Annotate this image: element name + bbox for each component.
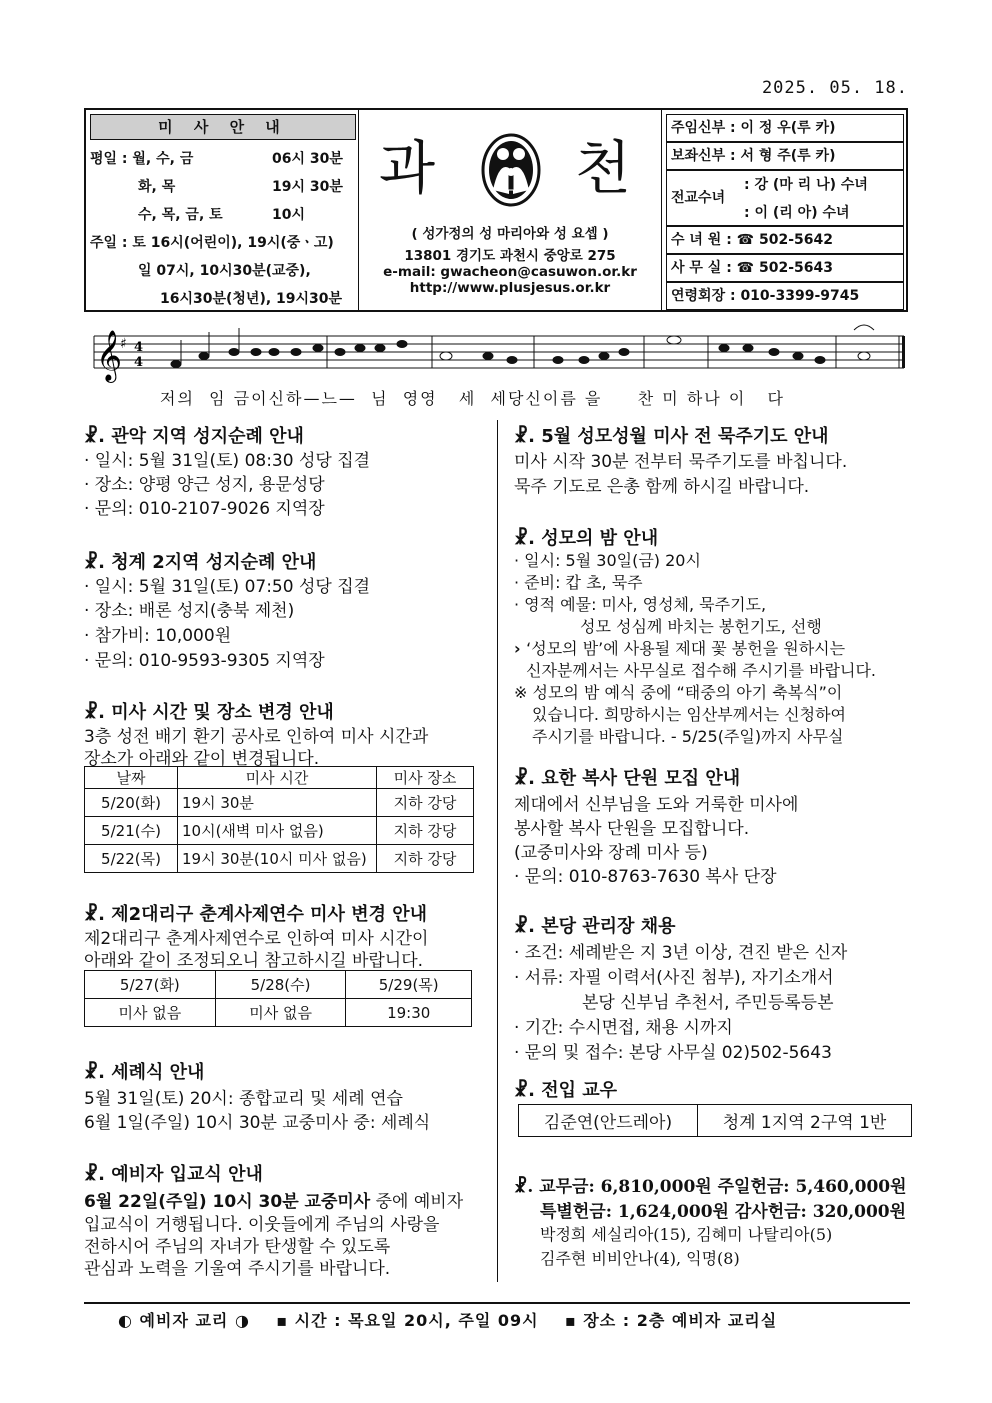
table-cell: 10시(새벽 미사 없음) (178, 817, 377, 845)
parish-email[interactable]: e-mail: gwacheon@casuwon.or.kr (383, 264, 637, 280)
bulletin-date: 2025. 05. 18. (761, 78, 908, 98)
staff-row: 주임신부 : 이 정 우(루 카) (666, 114, 904, 142)
chi-rho-icon: ☧ (514, 1080, 529, 1101)
section-title-mary-night: ☧. 성모의 밤 안내 (514, 528, 659, 549)
table-cell: 19시 30분 (178, 789, 377, 817)
mass-row: 수, 목, 금, 토 (138, 207, 223, 223)
svg-text:𝄞: 𝄞 (96, 330, 123, 381)
section-title-rosary: ☧. 5월 성모성월 미사 전 묵주기도 안내 (514, 426, 829, 447)
mass-schedule (86, 110, 358, 310)
finance-line: 특별헌금: 1,624,000원 감사헌금: 320,000원 (540, 1202, 907, 1222)
staff-row: 수 녀 원 : ☎ 502-5642 (666, 226, 904, 254)
list-item: · 영적 예물: 미사, 영성체, 묵주기도, (514, 595, 767, 614)
table-cell: 5/21(수) (85, 817, 178, 845)
paragraph-line: 관심과 노력을 기울여 주시기를 바랍니다. (84, 1259, 391, 1279)
list-item: 성모 성심께 바치는 봉헌기도, 선행 (580, 617, 822, 636)
list-item: · 일시: 5월 31일(토) 07:50 성당 집결 (84, 577, 371, 597)
footer-place: ▪ 장소 : 2층 예비자 교리실 (564, 1311, 778, 1330)
table-header: 날짜 (85, 767, 178, 789)
table-header: 5/28(수) (215, 971, 346, 999)
chi-rho-icon: ☧ (84, 702, 99, 723)
section-title-new-parishioner: ☧. 전입 교우 (514, 1080, 618, 1101)
section-title-baptism: ☧. 세례식 안내 (84, 1062, 205, 1083)
training-table (84, 970, 472, 1027)
list-item: 주시기를 바랍니다. - 5/25(주일)까지 사무실 (532, 727, 844, 746)
table-cell: 5/20(화) (85, 789, 178, 817)
parish-name-left: 과 (379, 134, 436, 202)
svg-text:♯: ♯ (120, 336, 127, 352)
table-header: 미사 장소 (377, 767, 474, 789)
list-item: 신자분께서는 사무실로 접수해 주시기를 바랍니다. (526, 661, 877, 680)
section-title-pilgrimage-cheonggye: ☧. 청계 2지역 성지순례 안내 (84, 552, 317, 573)
table-cell: 김준연(안드레아) (519, 1105, 698, 1137)
table-header: 5/27(화) (85, 971, 216, 999)
parish-url[interactable]: http://www.plusjesus.or.kr (409, 280, 611, 296)
list-item: · 일시: 5월 31일(토) 08:30 성당 집결 (84, 451, 371, 471)
list-item: · 일시: 5월 30일(금) 20시 (514, 551, 701, 570)
chi-rho-icon: ☧ (84, 426, 99, 447)
paragraph-line: 묵주 기도로 은총 함께 하시길 바랍니다. (514, 477, 810, 497)
paragraph-line: 전하시어 주님의 자녀가 탄생할 수 있도록 (84, 1237, 391, 1257)
table-header: 5/29(목) (346, 971, 472, 999)
list-item: · 장소: 배론 성지(충북 제천) (84, 601, 295, 621)
svg-text:4: 4 (134, 355, 144, 370)
staff-row: 연령회장 : 010-3399-9745 (666, 282, 904, 310)
parish-name-right: 천 (575, 134, 632, 202)
finance-line: ☧. 교무금: 6,810,000원 주일헌금: 5,460,000원 (514, 1177, 907, 1197)
paragraph-line: 5월 31일(토) 20시: 종합교리 및 세례 연습 (84, 1089, 403, 1109)
mass-row: 평일 : 월, 수, 금 (90, 151, 194, 167)
paragraph-line: 제2대리구 춘계사제연수로 인하여 미사 시간이 (84, 929, 429, 949)
footer-time: ▪ 시간 : 목요일 20시, 주일 09시 (276, 1311, 539, 1330)
paragraph-line: 6월 1일(주일) 10시 30분 교중미사 중: 세례식 (84, 1113, 431, 1133)
section-title-altar-server: ☧. 요한 복사 단원 모집 안내 (514, 768, 741, 789)
mass-change-table (84, 766, 474, 873)
parish-address: 13801 경기도 과천시 중앙로 275 (404, 248, 616, 264)
chi-rho-icon: ☧ (84, 1164, 99, 1185)
list-item: ※ 성모의 밤 예식 중에 “태중의 아기 축복식”이 (514, 683, 843, 702)
hymn-lyrics: 저의 임 금이신하—느— 님 영영 세 세당신이름 을 찬 미 하나 이 다 (160, 389, 786, 408)
mass-row-time: 06시 30분 (272, 151, 343, 167)
list-item: · 문의 및 접수: 본당 사무실 02)502-5643 (514, 1043, 832, 1063)
paragraph-line: 미사 시작 30분 전부터 묵주기도를 바칩니다. (514, 452, 848, 472)
paragraph-line: 봉사할 복사 단원을 모집합니다. (514, 819, 750, 839)
chi-rho-icon: ☧ (514, 916, 529, 937)
table-cell: 미사 없음 (85, 999, 216, 1027)
table-cell: 19:30 (346, 999, 472, 1027)
staff-row: 보좌신부 : 서 형 주(루 카) (666, 142, 904, 170)
staff-block (662, 110, 906, 310)
table-cell: 미사 없음 (215, 999, 346, 1027)
chi-rho-icon: ☧ (514, 426, 529, 447)
holy-family-emblem-icon (479, 132, 543, 208)
chi-rho-icon: ☧ (514, 1177, 528, 1197)
chi-rho-icon: ☧ (514, 768, 529, 789)
chi-rho-icon: ☧ (84, 552, 99, 573)
table-header: 미사 시간 (178, 767, 377, 789)
mass-row: 화, 목 (138, 179, 176, 195)
list-item: 있습니다. 희망하시는 임산부께서는 신청하여 (532, 705, 847, 724)
parish-patron: ( 성가정의 성 마리아와 성 요셉 ) (411, 226, 609, 242)
paragraph-line: 3층 성전 배기 환기 공사로 인하여 미사 시간과 (84, 727, 429, 747)
list-item: · 참가비: 10,000원 (84, 626, 232, 646)
table-cell: 지하 강당 (377, 817, 474, 845)
bulletin-header (84, 108, 908, 312)
list-item: › ‘성모의 밤’에 사용될 제대 꽃 봉헌을 원하시는 (514, 639, 846, 658)
section-title-pilgrimage-gwanak: ☧. 관악 지역 성지순례 안내 (84, 426, 304, 447)
table-cell: 5/22(목) (85, 845, 178, 873)
list-item: · 문의: 010-9593-9305 지역장 (84, 651, 325, 671)
donor-line: 김주현 비비안나(4), 익명(8) (540, 1249, 740, 1268)
mass-row-time: 10시 (272, 207, 306, 223)
chi-rho-icon: ☧ (514, 528, 529, 549)
list-item: 본당 신부님 추천서, 주민등록등본 (582, 993, 834, 1013)
parish-title-block (358, 110, 662, 310)
section-title-hiring: ☧. 본당 관리장 채용 (514, 916, 676, 937)
paragraph-line: (교중미사와 장례 미사 등) (514, 843, 708, 863)
list-item: · 기간: 수시면접, 채용 시까지 (514, 1018, 733, 1038)
chi-rho-icon: ☧ (84, 1062, 99, 1083)
paragraph-line: 6월 22일(주일) 10시 30분 교중미사 중에 예비자 (84, 1192, 464, 1212)
list-item: · 장소: 양평 양근 성지, 용문성당 (84, 475, 325, 495)
new-parishioner-table (518, 1104, 912, 1137)
section-title-mass-change: ☧. 미사 시간 및 장소 변경 안내 (84, 702, 334, 723)
svg-text:4: 4 (134, 340, 144, 355)
table-cell: 청계 1지역 2구역 1반 (698, 1105, 912, 1137)
donor-line: 박정희 세실리아(15), 김혜미 나탈리아(5) (540, 1225, 833, 1244)
mass-row: 주일 : 토 16시(어린이), 19시(중ㆍ고) (90, 235, 334, 251)
table-cell: 지하 강당 (377, 845, 474, 873)
section-title-priest-training: ☧. 제2대리구 춘계사제연수 미사 변경 안내 (84, 904, 428, 925)
paragraph-line: 입교식이 거행됩니다. 이웃들에게 주님의 사랑을 (84, 1215, 440, 1235)
mass-row-time: 19시 30분 (272, 179, 343, 195)
list-item: · 문의: 010-2107-9026 지역장 (84, 499, 325, 519)
list-item: · 서류: 자필 이력서(사진 첨부), 자기소개서 (514, 968, 834, 988)
paragraph-line: 장소가 아래와 같이 변경됩니다. (84, 749, 320, 769)
mass-row: 16시30분(청년), 19시30분 (160, 291, 343, 307)
table-cell: 지하 강당 (377, 789, 474, 817)
staff-label: 전교수녀 (671, 190, 726, 206)
staff-nun: : 강 (마 리 나) 수녀 (744, 177, 868, 193)
paragraph-line: 아래와 같이 조정되오니 참고하시길 바랍니다. (84, 951, 424, 971)
paragraph-line: · 문의: 010-8763-7630 복사 단장 (514, 867, 777, 887)
mass-row: 일 07시, 10시30분(교중), (138, 263, 311, 279)
list-item: · 조건: 세례받은 지 3년 이상, 견진 받은 신자 (514, 943, 848, 963)
mass-schedule-title: 미 사 안 내 (90, 114, 356, 140)
column-divider (497, 420, 498, 1282)
staff-row: 사 무 실 : ☎ 502-5643 (666, 254, 904, 282)
paragraph-line: 제대에서 신부님을 도와 거룩한 미사에 (514, 795, 799, 815)
catechumen-footer (118, 1308, 777, 1331)
staff-nun: : 이 (리 아) 수녀 (744, 205, 850, 221)
list-item: · 준비: 캅 초, 묵주 (514, 573, 643, 592)
footer-divider (84, 1302, 910, 1304)
table-cell: 19시 30분(10시 미사 없음) (178, 845, 377, 873)
chi-rho-icon: ☧ (84, 904, 99, 925)
footer-label: ◐ 예비자 교리 ◑ (118, 1311, 250, 1330)
section-title-catechumen: ☧. 예비자 입교식 안내 (84, 1164, 263, 1185)
